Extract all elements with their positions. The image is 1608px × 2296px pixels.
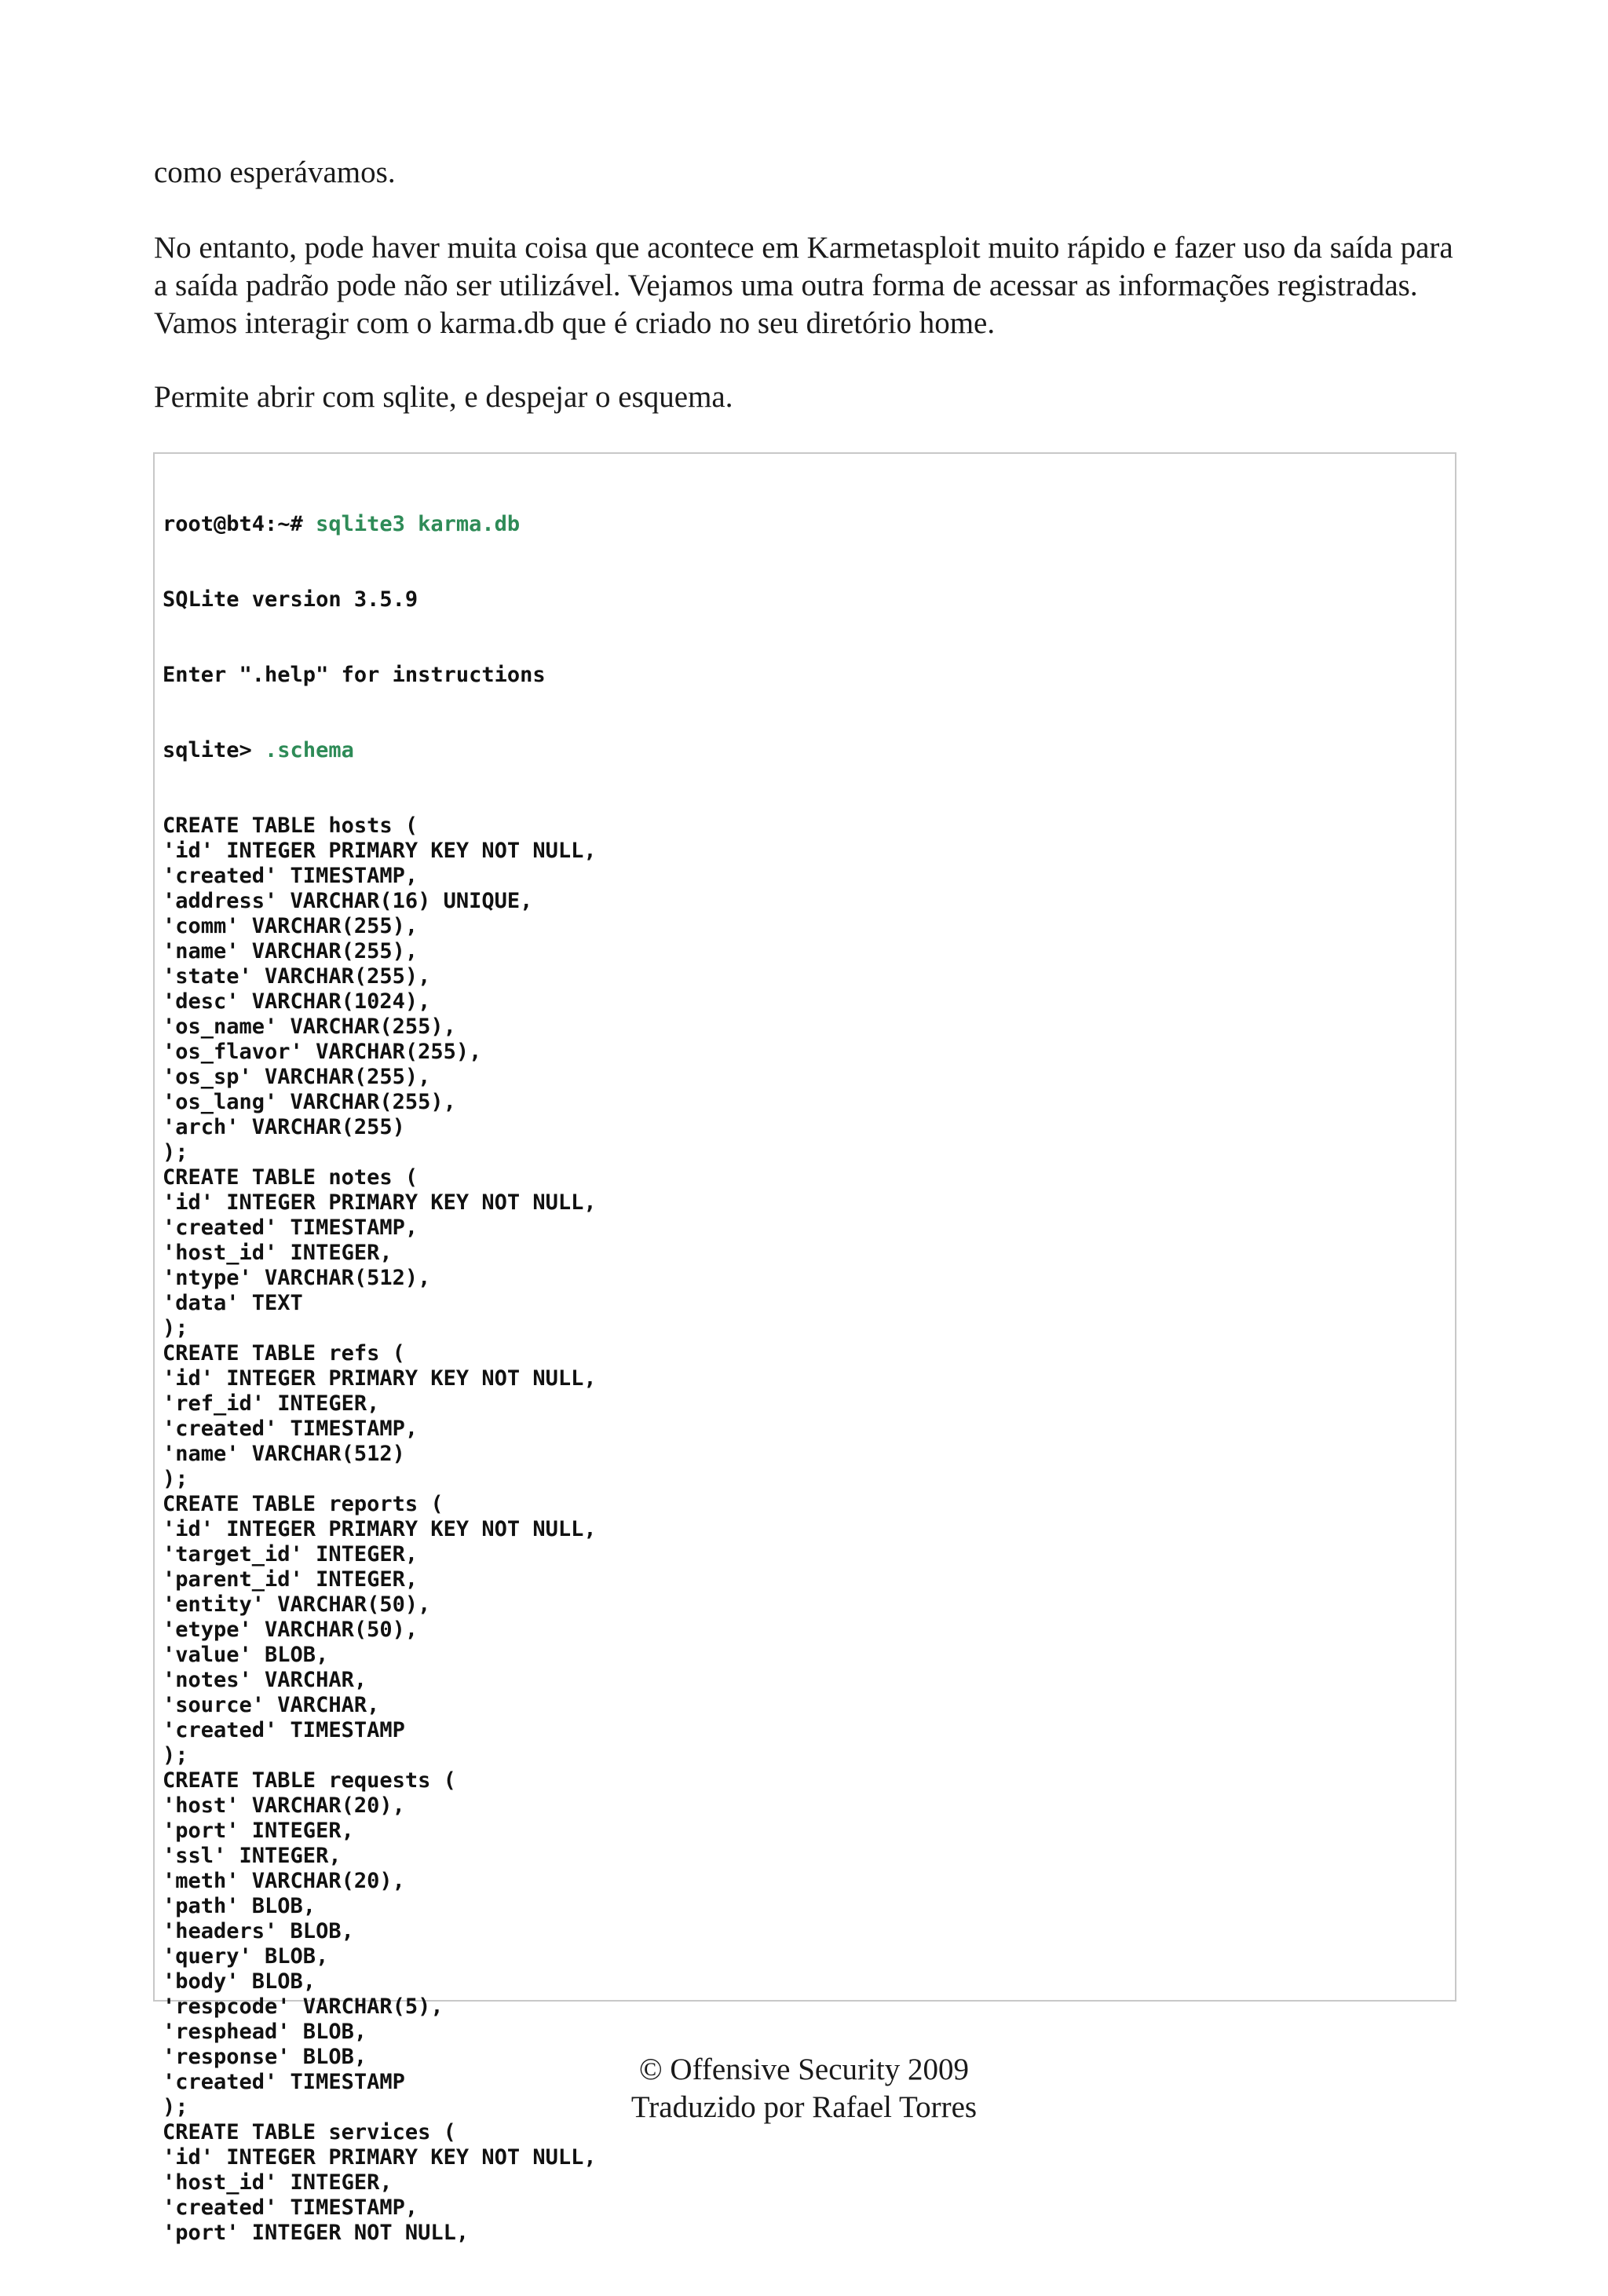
code-line: CREATE TABLE notes (	[163, 1165, 418, 1190]
code-line: 'address' VARCHAR(16) UNIQUE,	[163, 889, 533, 913]
code-line: 'ntype' VARCHAR(512),	[163, 1266, 431, 1290]
sqlite-command: .schema	[265, 738, 354, 762]
code-line: 'notes' VARCHAR,	[163, 1668, 367, 1692]
schema-output	[163, 813, 597, 2246]
code-line: 'port' INTEGER NOT NULL,	[163, 2221, 470, 2245]
code-line-command-2	[163, 738, 597, 763]
paragraph-sqlite: Permite abrir com sqlite, e despejar o esquema.	[154, 380, 733, 414]
code-line: 'path' BLOB,	[163, 1894, 316, 1918]
sqlite-prompt: sqlite>	[163, 738, 265, 762]
shell-prompt: root@bt4:~#	[163, 512, 316, 536]
code-line: 'data' TEXT	[163, 1291, 303, 1315]
code-line: 'created' TIMESTAMP,	[163, 1216, 418, 1240]
code-line: 'body' BLOB,	[163, 1969, 316, 1994]
code-line: 'response' BLOB,	[163, 2045, 367, 2069]
code-line: 'state' VARCHAR(255),	[163, 964, 431, 989]
code-line: );	[163, 1140, 188, 1164]
code-line: 'ref_id' INTEGER,	[163, 1391, 380, 1416]
paragraph-intro: como esperávamos.	[154, 155, 396, 189]
code-line: 'id' INTEGER PRIMARY KEY NOT NULL,	[163, 839, 597, 863]
shell-command: sqlite3 karma.db	[316, 512, 521, 536]
code-line: CREATE TABLE hosts (	[163, 813, 418, 838]
code-line: );	[163, 2095, 188, 2119]
code-line: );	[163, 1467, 188, 1491]
code-line: 'created' TIMESTAMP,	[163, 1417, 418, 1441]
code-line: 'parent_id' INTEGER,	[163, 1567, 418, 1592]
code-line: CREATE TABLE requests (	[163, 1768, 456, 1793]
code-line: 'id' INTEGER PRIMARY KEY NOT NULL,	[163, 1190, 597, 1215]
code-line: 'source' VARCHAR,	[163, 1693, 380, 1717]
code-line: CREATE TABLE reports (	[163, 1492, 444, 1516]
code-line: 'name' VARCHAR(512)	[163, 1442, 405, 1466]
code-line: 'target_id' INTEGER,	[163, 1542, 418, 1567]
code-line: 'desc' VARCHAR(1024),	[163, 989, 431, 1014]
code-line: 'created' TIMESTAMP,	[163, 864, 418, 888]
code-line: 'os_lang' VARCHAR(255),	[163, 1090, 456, 1114]
code-line: 'name' VARCHAR(255),	[163, 939, 418, 963]
code-line: 'os_name' VARCHAR(255),	[163, 1015, 456, 1039]
code-line: 'respcode' VARCHAR(5),	[163, 1994, 444, 2019]
code-listing	[163, 462, 597, 2296]
code-line: );	[163, 1316, 188, 1340]
code-line: 'os_sp' VARCHAR(255),	[163, 1065, 431, 1089]
code-line: CREATE TABLE services (	[163, 2120, 456, 2144]
code-line: 'created' TIMESTAMP	[163, 2070, 405, 2094]
code-line: CREATE TABLE refs (	[163, 1341, 405, 1366]
footer-translator: Traduzido por Rafael Torres	[630, 2090, 978, 2124]
code-line: 'host_id' INTEGER,	[163, 1241, 393, 1265]
code-line-command-1	[163, 512, 597, 537]
code-line: 'port' INTEGER,	[163, 1819, 354, 1843]
code-line: 'etype' VARCHAR(50),	[163, 1618, 418, 1642]
code-line: 'id' INTEGER PRIMARY KEY NOT NULL,	[163, 2145, 597, 2170]
code-line: 'headers' BLOB,	[163, 1919, 354, 1943]
code-line: 'entity' VARCHAR(50),	[163, 1592, 431, 1617]
code-line: 'created' TIMESTAMP,	[163, 2195, 418, 2220]
code-line: SQLite version 3.5.9	[163, 587, 418, 612]
code-line: 'resphead' BLOB,	[163, 2020, 367, 2044]
code-line: 'comm' VARCHAR(255),	[163, 914, 418, 938]
code-line: 'meth' VARCHAR(20),	[163, 1869, 405, 1893]
code-line: 'created' TIMESTAMP	[163, 1718, 405, 1742]
code-line: 'id' INTEGER PRIMARY KEY NOT NULL,	[163, 1366, 597, 1391]
footer-copyright: © Offensive Security 2009	[639, 2053, 969, 2086]
code-line: 'host_id' INTEGER,	[163, 2170, 393, 2195]
code-line: );	[163, 1743, 188, 1768]
code-line: Enter ".help" for instructions	[163, 663, 546, 687]
code-line: 'id' INTEGER PRIMARY KEY NOT NULL,	[163, 1517, 597, 1541]
code-line: 'ssl' INTEGER,	[163, 1844, 342, 1868]
code-line: 'host' VARCHAR(20),	[163, 1793, 405, 1818]
code-line: 'os_flavor' VARCHAR(255),	[163, 1040, 482, 1064]
paragraph-body: No entanto, pode haver muita coisa que acontece em Karmetasploit muito rápido e fazer uso da saída para a saída padrão pode não ser utilizável. Vejamos uma outra forma de acessar as informações registradas. Vamos interagir com o karma.db que é criado no seu diretório home.	[154, 231, 1453, 340]
code-line: 'query' BLOB,	[163, 1944, 329, 1969]
code-line: 'value' BLOB,	[163, 1643, 329, 1667]
code-line: 'arch' VARCHAR(255)	[163, 1115, 405, 1139]
